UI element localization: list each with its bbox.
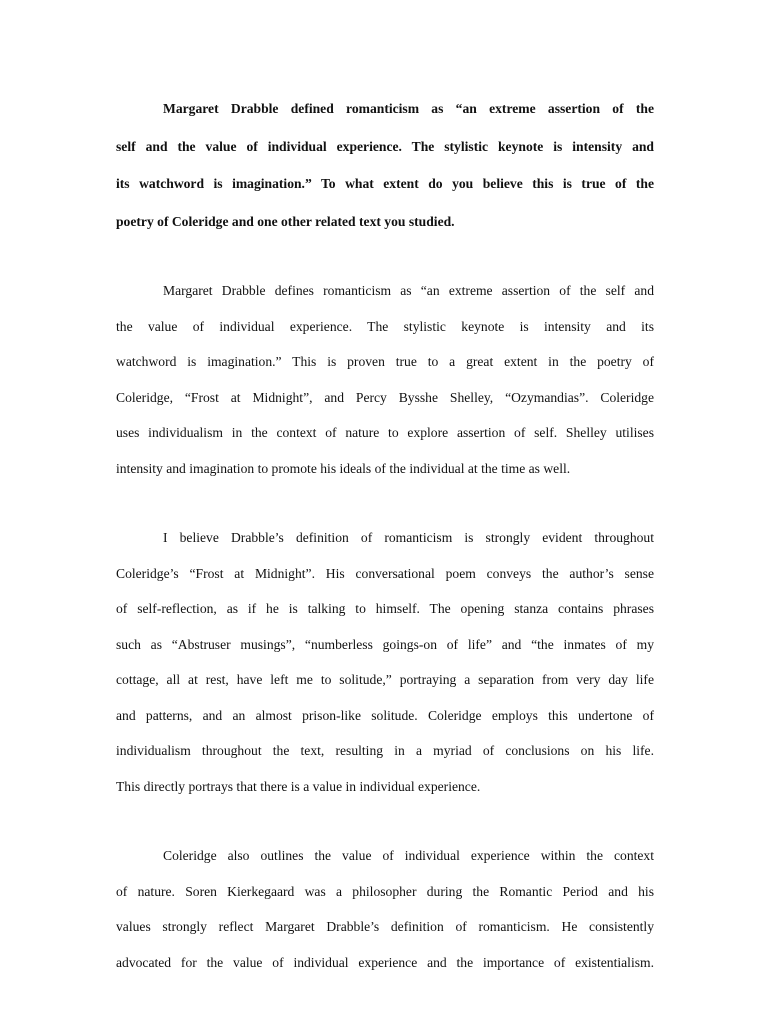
paragraph-line: individualism throughout the text, resulting in a myriad of conclusions on his life. [116, 743, 654, 758]
spacer [116, 486, 654, 520]
paragraph-line: the value of individual experience. The stylistic keynote is intensity and its [116, 318, 654, 334]
paragraph-line: Coleridge’s “Frost at Midnight”. His conversational poem conveys the author’s sense [116, 565, 654, 581]
paragraph-line: Coleridge also outlines the value of individual experience within the context [163, 848, 654, 863]
document-body [116, 90, 654, 980]
paragraph-line: Margaret Drabble defines romanticism as “an extreme assertion of the self and [163, 283, 654, 298]
paragraph-line: Coleridge, “Frost at Midnight”, and Percy Bysshe Shelley, “Ozymandias”. Coleridge [116, 389, 654, 405]
paragraph-line: watchword is imagination.” This is proven true to a great extent in the poetry of [116, 354, 654, 369]
question-line: Margaret Drabble defined romanticism as “an extreme assertion of the [163, 101, 654, 116]
paragraph-line: and patterns, and an almost prison-like solitude. Coleridge employs this undertone of [116, 707, 654, 723]
paragraph-line: advocated for the value of individual experience and the importance of existentialism. [116, 954, 654, 970]
paragraph-line: of nature. Soren Kierkegaard was a philosopher during the Romantic Period and his [116, 883, 654, 899]
question-line: its watchword is imagination.” To what extent do you believe this is true of the [116, 176, 654, 191]
paragraph-line: I believe Drabble’s definition of romanticism is strongly evident throughout [163, 530, 654, 545]
paragraph-line: cottage, all at rest, have left me to solitude,” portraying a separation from very day life [116, 672, 654, 687]
paragraph-nature [116, 838, 654, 980]
essay-question [116, 90, 654, 240]
paragraph-frost-at-midnight [116, 520, 654, 804]
paragraph-line: values strongly reflect Margaret Drabble’s definition of romanticism. He consistently [116, 919, 654, 934]
question-line: poetry of Coleridge and one other related text you studied. [116, 213, 455, 229]
paragraph-line: of self-reflection, as if he is talking to himself. The opening stanza contains phrases [116, 601, 654, 616]
question-line: self and the value of individual experience. The stylistic keynote is intensity and [116, 138, 654, 154]
paragraph-line: This directly portrays that there is a value in individual experience. [116, 778, 481, 794]
spacer [116, 240, 654, 273]
paragraph-line: such as “Abstruser musings”, “numberless goings-on of life” and “the inmates of my [116, 636, 654, 652]
paragraph-line: uses individualism in the context of nature to explore assertion of self. Shelley utilises [116, 425, 654, 440]
paragraph-line: intensity and imagination to promote his ideals of the individual at the time as well. [116, 460, 571, 476]
spacer [116, 804, 654, 838]
paragraph-intro [116, 273, 654, 486]
